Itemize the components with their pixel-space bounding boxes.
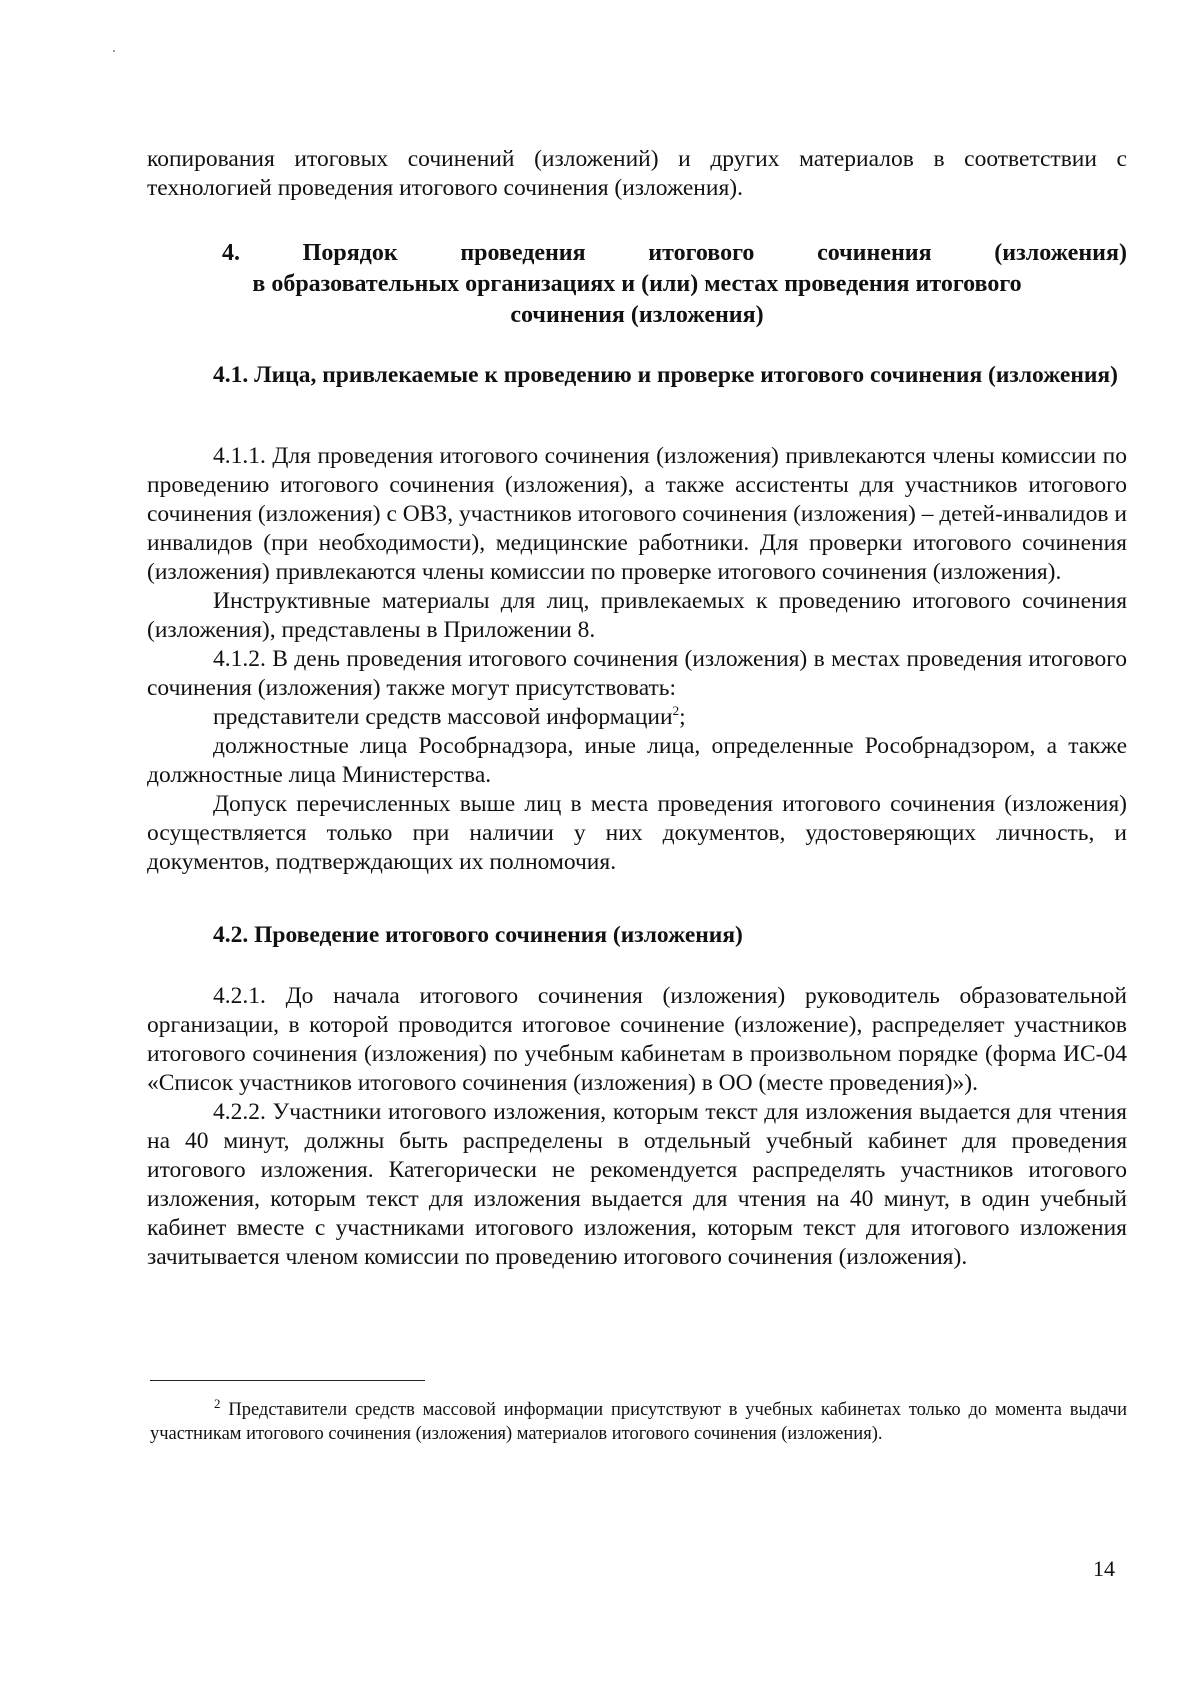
paragraph-4-2-2: 4.2.2. Участники итогового изложения, которым текст для изложения выдается для чтения на 40 минут, должны быть распределены в отдельный учебный кабинет для проведения итогового изложения. Категорически не рекомендуется распределять участников итогового изложения, которым текст для изложения выдается для чтения на 40 минут, в один учебный кабинет вместе с участниками итогового изложения, которым текст для итогового изложения зачитывается членом комиссии по проведению итогового сочинения (изложения). [147,1099,1127,1270]
footnote-marker: 2 [214,1395,221,1411]
media-representatives-end: ; [679,704,686,730]
section-4-heading-line2: в образовательных организациях и (или) местах проведения итогового [252,271,1022,297]
section-4-word: проведения [460,240,586,266]
section-4-2-body [147,982,1127,1272]
section-4-word: Порядок [302,240,398,266]
paragraph-officials: должностные лица Рособрнадзора, иные лица, определенные Рособрнадзором, а также должностные лица Министерства. [147,733,1127,788]
section-4-heading [147,238,1127,331]
page-number: 14 [1093,1556,1115,1581]
footnote [150,1395,1127,1446]
section-4-word: сочинения [817,240,932,266]
section-4-word: (изложения) [994,240,1127,266]
footnote-text: Представители средств массовой информации присутствуют в учебных кабинетах только до момента выдачи участникам итогового сочинения (изложения) материалов итогового сочинения (изложения). [150,1400,1127,1444]
section-4-heading-line1 [147,238,1127,269]
paragraph-4-1-1: 4.1.1. Для проведения итогового сочинения (изложения) привлекаются члены комиссии по проведению итогового сочинения (изложения), а также ассистенты для участников итогового сочинения (изложения) с ОВЗ, участников итогового сочинения (изложения) – детей-инвалидов и инвалидов (при необходимости), медицинские работники. Для проверки итогового сочинения (изложения) привлекаются члены комиссии по проверке итогового сочинения (изложения). [147,443,1127,585]
paragraph-4-2-1: 4.2.1. До начала итогового сочинения (изложения) руководитель образовательной организации, в которой проводится итоговое сочинение (изложение), распределяет участников итогового сочинения (изложения) по учебным кабинетам в произвольном порядке (форма ИС-04 «Список участников итогового сочинения (изложения) в ОО (месте проведения)»). [147,983,1127,1096]
media-representatives-text: представители средств массовой информации [213,704,673,730]
section-4-word: итогового [648,240,755,266]
section-4-number: 4. [222,240,240,266]
paragraph-admission: Допуск перечисленных выше лиц в места проведения итогового сочинения (изложения) осуществляется только при наличии у них документов, удостоверяющих личность, и документов, подтверждающих их полномочия. [147,791,1127,875]
paragraph-instructive-materials: Инструктивные материалы для лиц, привлекаемых к проведению итогового сочинения (изложения), представлены в Приложении 8. [147,588,1127,643]
scan-speck [113,50,115,52]
footnote-reference: 2 [672,703,680,719]
section-4-1-body [147,442,1127,877]
paragraph-4-1-2: 4.1.2. В день проведения итогового сочинения (изложения) в местах проведения итогового сочинения (изложения) также могут присутствовать: [147,646,1127,701]
footnote-separator [150,1380,425,1381]
top-paragraph: копирования итоговых сочинений (изложений) и других материалов в соответствии с технологией проведения итогового сочинения (изложения). [147,146,1127,201]
section-4-2-heading: 4.2. Проведение итогового сочинения (изложения) [213,922,743,948]
section-4-1-heading: 4.1. Лица, привлекаемые к проведению и проверке итогового сочинения (изложения) [213,362,1118,388]
section-4-heading-line3: сочинения (изложения) [510,302,764,328]
paragraph-media-representatives [147,703,1127,732]
